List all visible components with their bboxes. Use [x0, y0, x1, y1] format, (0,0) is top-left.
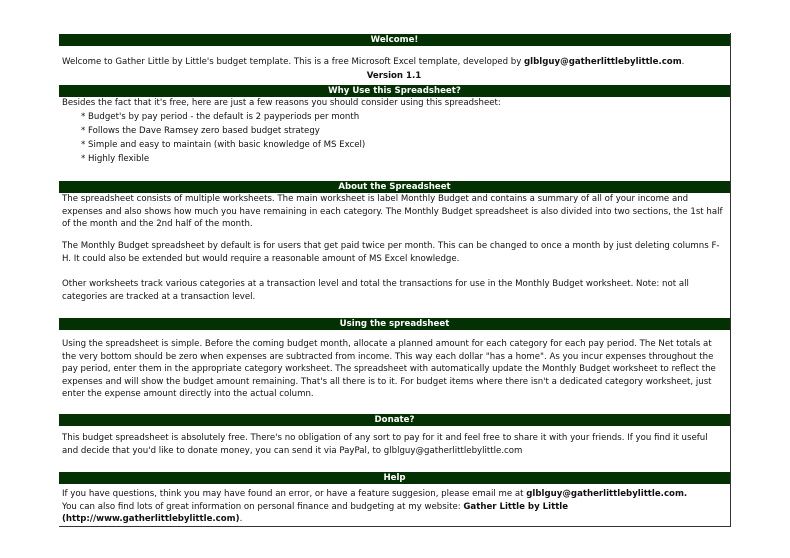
about-header: About the Spreadsheet — [59, 181, 730, 193]
version-label: Version 1.1 — [366, 71, 422, 81]
using-header: Using the spreadsheet — [59, 318, 730, 330]
why-header: Why Use this Spreadsheet? — [59, 85, 730, 97]
donate-text: This budget spreadsheet is absolutely free. There's no obligation of any sort to pay for it and feel free to share it with your friends. If you find it useful and decide that you'd like to donate money, you can send it via PayPal, to glblguy@gatherlittlebylittle.com — [62, 433, 708, 456]
author-email[interactable]: glblguy@gatherlittlebylittle.com — [524, 57, 682, 67]
why-bullet: * Simple and easy to maintain (with basic knowledge of MS Excel) — [81, 140, 366, 150]
welcome-header: Welcome! — [59, 34, 730, 46]
website-url[interactable]: (http://www.gatherlittlebylittle.com) — [62, 514, 240, 525]
help-text: If you have questions, think you may have found an error, or have a feature suggesion, please email me at glblguy@gatherlittlebylittle.com. You can also find lots of great information on personal finance and budgeting at my website: Gather Little by Little (http://www.gatherlittlebylittle.com). — [62, 489, 688, 525]
worksheet — [59, 33, 731, 527]
using-text: Using the spreadsheet is simple. Before the coming budget month, allocate a planned amount for each category for each pay period. The Net totals at the very bottom should be zero when expenses are subtracted from income. This way each dollar "has a home". As you incur expenses throughout the pay period, enter them in the appropriate category worksheet. The spreadsheet with automatically update the Monthly Budget worksheet to reflect the expenses and will show the budget amount remaining. That's all there is to it. For budget items where there isn't a dedicated category worksheet, just enter the expense amount directly into the actual column. — [62, 339, 716, 400]
about-paragraph: The Monthly Budget spreadsheet by default is for users that get paid twice per month. This can be changed to once a month by just deleting columns F-H. It could also be extended but would require a reasonable amount of MS Excel knowledge. — [62, 241, 720, 264]
donate-header: Donate? — [59, 414, 730, 426]
help-email[interactable]: glblguy@gatherlittlebylittle.com. — [526, 489, 688, 499]
help-header: Help — [59, 472, 730, 484]
welcome-text: Welcome to Gather Little by Little's budget template. This is a free Microsoft Excel template, developed by glblguy@gatherlittlebylittle.com. — [62, 57, 685, 67]
why-intro: Besides the fact that it's free, here are just a few reasons you should consider using this spreadsheet: — [62, 98, 501, 108]
why-bullet: * Highly flexible — [81, 154, 150, 164]
about-paragraph: Other worksheets track various categories at a transaction level and total the transactions for use in the Monthly Budget worksheet. Note: not all categories are tracked at a transaction level. — [62, 279, 689, 302]
about-paragraph: The spreadsheet consists of multiple worksheets. The main worksheet is label Monthly Budget and contains a summary of all of your income and expenses and also shows how much you have remaining in each category. The Monthly Budget spreadsheet is also divided into two sections, the 1st half of the month and the 2nd half of the month. — [62, 194, 723, 230]
why-bullet: * Follows the Dave Ramsey zero based budget strategy — [81, 126, 320, 136]
why-bullet: * Budget's by pay period - the default is 2 payperiods per month — [81, 112, 360, 122]
website-name[interactable]: Gather Little by Little — [463, 501, 569, 512]
